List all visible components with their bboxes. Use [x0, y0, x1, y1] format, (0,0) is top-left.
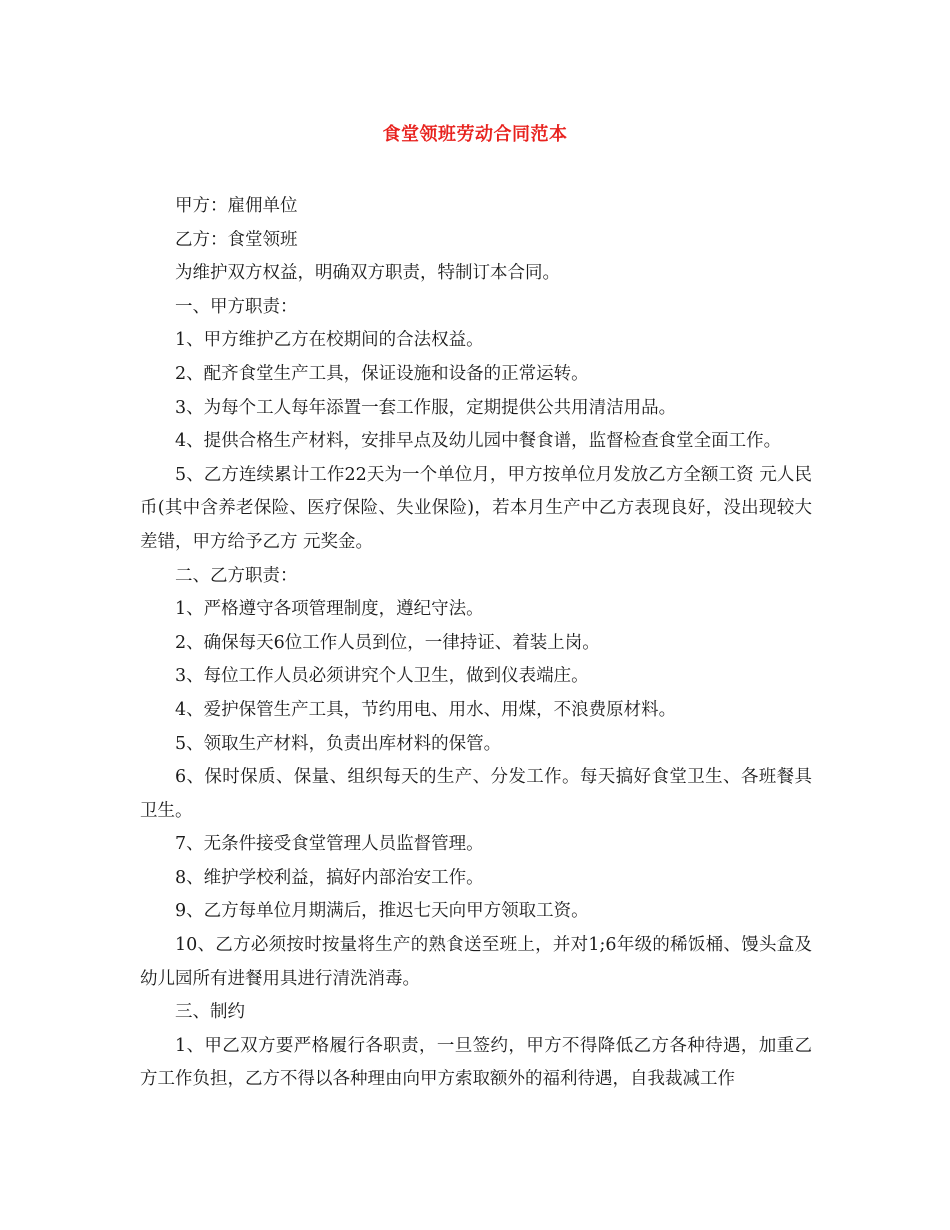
- clause-a-5: 5、乙方连续累计工作22天为一个单位月，甲方按单位月发放乙方全额工资 元人民币(其中含养老保险、医疗保险、失业保险)，若本月生产中乙方表现良好，没出现较大差错，甲方给予乙方 元奖金。: [140, 464, 812, 552]
- clause-b-1: 1、严格遵守各项管理制度，遵纪守法。: [175, 599, 484, 620]
- clause-b-8: 8、维护学校利益，搞好内部治安工作。: [175, 867, 484, 888]
- clause-a-1: 1、甲方维护乙方在校期间的合法权益。: [175, 330, 484, 351]
- paragraph-party-a: 甲方：雇佣单位: [175, 196, 298, 216]
- clause-b-4: 4、爱护保管生产工具，节约用电、用水、用煤，不浪费原材料。: [175, 699, 677, 720]
- clause-b-5: 5、领取生产材料，负责出库材料的保管。: [175, 733, 502, 754]
- clause-a-4: 4、提供合格生产材料，安排早点及幼儿园中餐食谱，监督检查食堂全面工作。: [175, 431, 782, 452]
- section-heading-party-b-duties: 二、乙方职责：: [175, 565, 298, 586]
- clause-a-2: 2、配齐食堂生产工具，保证设施和设备的正常运转。: [175, 363, 589, 384]
- clause-b-10: 10、乙方必须按时按量将生产的熟食送至班上，并对1;6年级的稀饭桶、馒头盒及幼儿园所有进餐用具进行清洗消毒。: [140, 935, 812, 989]
- section-heading-party-a-duties: 一、甲方职责：: [175, 296, 298, 317]
- document-title: 食堂领班劳动合同范本: [382, 124, 568, 145]
- clause-c-1: 1、甲乙双方要严格履行各职责，一旦签约，甲方不得降低乙方各种待遇，加重乙方工作负担，乙方不得以各种理由向甲方索取额外的福利待遇，自我裁减工作: [140, 1035, 812, 1090]
- clause-b-6: 6、保时保质、保量、组织每天的生产、分发工作。每天搞好食堂卫生、各班餐具卫生。: [140, 767, 812, 821]
- clause-a-3: 3、为每个工人每年添置一套工作服，定期提供公共用清洁用品。: [175, 397, 677, 418]
- document-body: [140, 190, 812, 1097]
- clause-b-7: 7、无条件接受食堂管理人员监督管理。: [175, 834, 484, 855]
- section-heading-constraints: 三、制约: [175, 1002, 245, 1023]
- clause-b-9: 9、乙方每单位月期满后，推迟七天向甲方领取工资。: [175, 901, 589, 922]
- clause-b-3: 3、每位工作人员必须讲究个人卫生，做到仪表端庄。: [175, 666, 589, 687]
- clause-b-2: 2、确保每天6位工作人员到位，一律持证、着装上岗。: [175, 632, 600, 653]
- paragraph-preamble: 为维护双方权益，明确双方职责，特制订本合同。: [175, 263, 560, 284]
- paragraph-party-b: 乙方：食堂领班: [175, 229, 298, 250]
